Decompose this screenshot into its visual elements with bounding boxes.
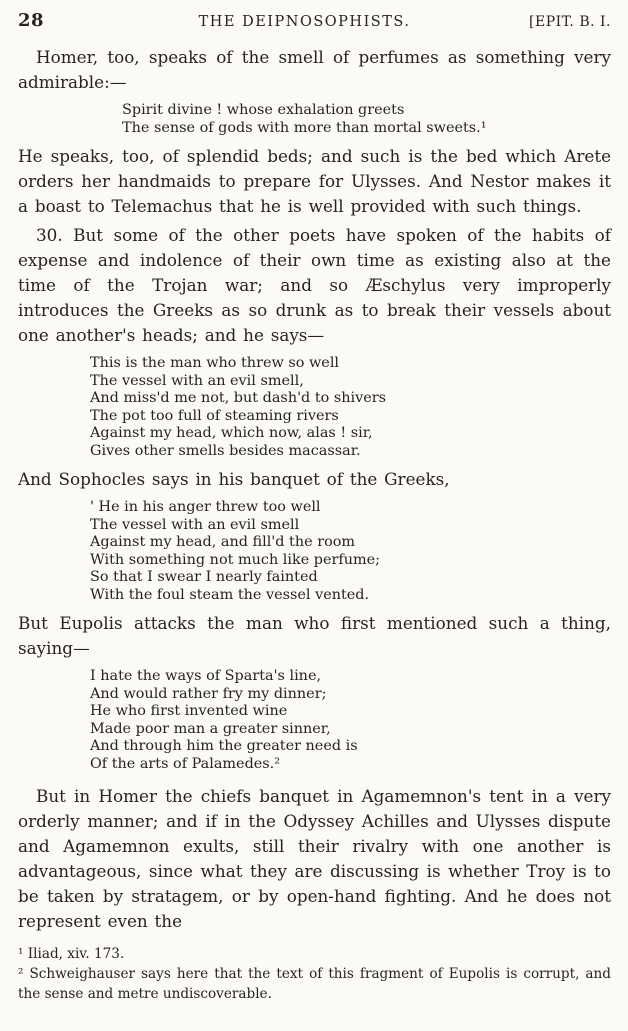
verse-line: And would rather fry my dinner; — [90, 685, 327, 702]
paragraph-sophocles: And Sophocles says in his banquet of the Greeks, — [18, 469, 450, 489]
footnote-1: ¹ Iliad, xiv. 173. — [18, 946, 125, 962]
paragraph-homer-perfumes: Homer, too, speaks of the smell of perfumes as something very admirable:— — [18, 47, 611, 92]
paragraph-homer-banquet: But in Homer the chiefs banquet in Agamemnon's tent in a very orderly manner; and if in the Odyssey Achilles and Ulysses dispute and Agamemnon exults, still their rivalry with one another is advantageous, since what they are discussing is whether Troy is to be taken by stratagem, or by open-hand fighting. And he does not represent even the — [18, 786, 611, 931]
verse-line: Against my head, and fill'd the room — [90, 534, 356, 550]
verse-line: The pot too full of steaming rivers — [90, 407, 339, 424]
verse-line: The vessel with an evil smell, — [90, 372, 304, 389]
verse-line: Made poor man a greater sinner, — [90, 720, 331, 737]
verse-line: The sense of gods with more than mortal sweets.¹ — [122, 119, 487, 136]
verse-line: Spirit divine ! whose exhalation greets — [122, 102, 405, 118]
footnote-2: ² Schweighauser says here that the text of this fragment of Eupolis is corrupt, and the sense and metre undiscoverable. — [18, 966, 611, 1002]
paragraph-section-30: 30. But some of the other poets have spoken of the habits of expense and indolence of their own time as existing also at the time of the Trojan war; and so Æschylus very improperly introduces the Greeks as so drunk as to break their vessels about one another's heads; and he says— — [18, 225, 611, 345]
verse-line: With something not much like perfume; — [90, 551, 381, 568]
paragraph-splendid-beds: He speaks, too, of splendid beds; and such is the bed which Arete orders her handmaids to prepare for Ulysses. And Nestor makes it a boast to Telemachus that he is well provided with such things. — [18, 146, 611, 216]
verse-spirit-divine — [122, 102, 611, 137]
verse-line: ' He in his anger threw too well — [90, 499, 321, 515]
verse-aeschylus — [90, 355, 611, 460]
verse-line: Of the arts of Palamedes.² — [90, 755, 281, 772]
paragraph-eupolis: But Eupolis attacks the man who first mentioned such a thing, saying— — [18, 613, 611, 658]
verse-sophocles — [90, 499, 611, 604]
verse-line: So that I swear I nearly fainted — [90, 569, 318, 585]
verse-line: I hate the ways of Sparta's line, — [90, 668, 322, 684]
verse-line: This is the man who threw so well — [90, 355, 340, 371]
verse-line: Gives other smells besides macassar. — [90, 442, 361, 459]
verse-line: And through him the greater need is — [90, 738, 358, 754]
verse-line: And miss'd me not, but dash'd to shivers — [90, 390, 387, 406]
page-number: 28 — [18, 10, 45, 31]
page-header — [18, 10, 611, 31]
section-label: [EPIT. B. I. — [529, 14, 611, 30]
footnotes — [18, 944, 611, 1004]
verse-eupolis — [90, 668, 611, 773]
verse-line: The vessel with an evil smell — [90, 516, 300, 533]
running-title: THE DEIPNOSOPHISTS. — [198, 14, 411, 30]
verse-line: Against my head, which now, alas ! sir, — [90, 425, 373, 441]
verse-line: With the foul steam the vessel vented. — [90, 586, 370, 603]
verse-line: He who first invented wine — [90, 703, 288, 719]
